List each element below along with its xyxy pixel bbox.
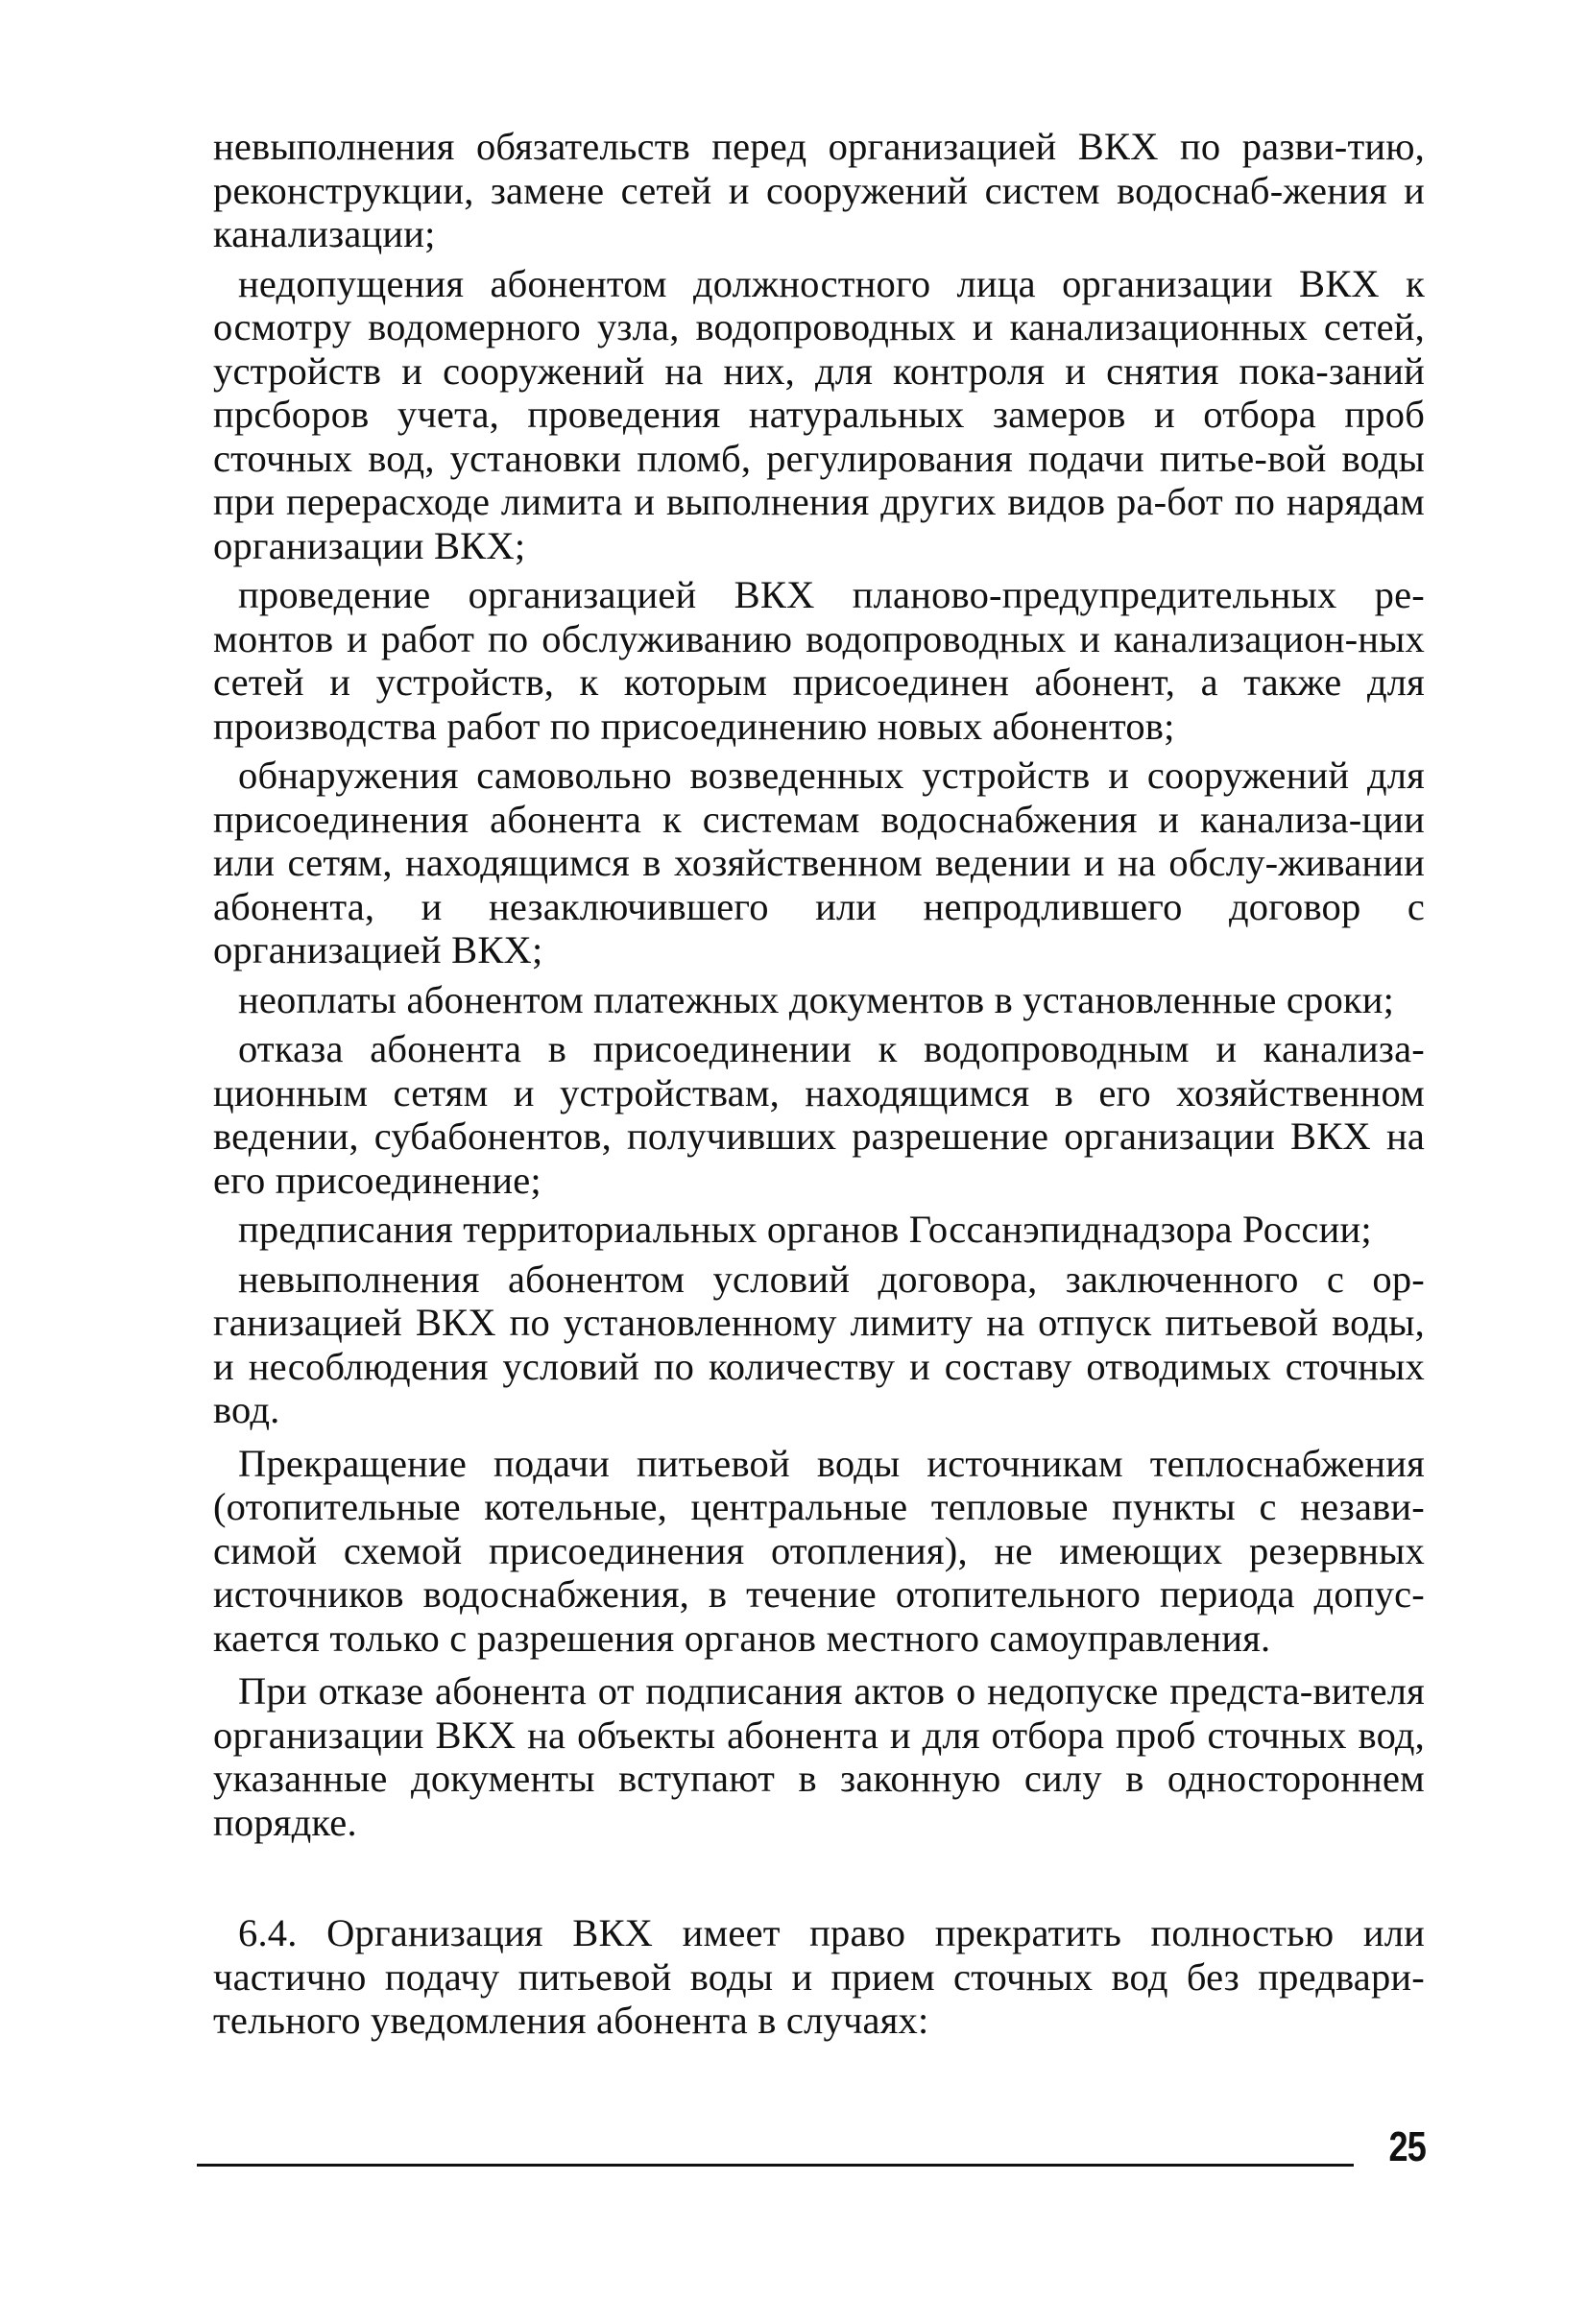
paragraph-non-payment: неоплаты абонентом платежных документов в установленные сроки; bbox=[238, 977, 1395, 1021]
paragraph-obligations: невыполнения обязательств перед организацией ВКХ по разви-тию, реконструкции, замене сетей и сооружений систем водоснаб-жения и канализации; bbox=[213, 125, 1425, 255]
page-footer bbox=[197, 2123, 1426, 2181]
paragraph-heat-supply: Прекращение подачи питьевой воды источникам теплоснабжения (отопительные котельные, центральные тепловые пункты с незави-симой схемой присоединения отопления), не имеющих резервных источников водоснабжения, в течение отопительного периода допус-кается только с разрешения органов местного самоуправления. bbox=[213, 1441, 1425, 1660]
paragraph-unauthorized-devices: обнаружения самовольно возведенных устройств и сооружений для присоединения абонента к системам водоснабжения и канализа-ции или сетям, находящимся в хозяйственном ведении и на обслу-живании абонента, и незаключившего или непродлившего договор с организацией ВКХ; bbox=[213, 754, 1425, 971]
page-number: 25 bbox=[1388, 2123, 1426, 2170]
footer-rule bbox=[197, 2164, 1354, 2167]
paragraph-sanitary-order: предписания территориальных органов Госсанэпиднадзора России; bbox=[238, 1208, 1372, 1251]
paragraph-subscriber-refusal: отказа абонента в присоединении к водопроводным и канализа-ционным сетям и устройствам, находящимся в его хозяйственном ведении, субабонентов, получивших разрешение организации ВКХ на его присоединение; bbox=[213, 1027, 1425, 1202]
section-6-4-heading: 6.4. Организация ВКХ имеет право прекратить полностью или частично подачу питьевой воды и прием сточных вод без предвари-тельного уведомления абонента в случаях: bbox=[213, 1911, 1425, 2042]
paragraph-contract-violation: невыполнения абонентом условий договора, заключенного с ор-ганизацией ВКХ по установленному лимиту на отпуск питьевой воды, и несоблюдения условий по количеству и составу отводимых сточных вод. bbox=[213, 1257, 1425, 1431]
paragraph-access-denial: недопущения абонентом должностного лица организации ВКХ к осмотру водомерного узла, водопроводных и канализационных сетей, устройств и сооружений на них, для контроля и снятия пока-заний прсборов учета, проведения натуральных замеров и отбора проб сточных вод, установки пломб, регулирования подачи питье-вой воды при перерасходе лимита и выполнения других видов ра-бот по нарядам организации ВКХ; bbox=[213, 261, 1425, 567]
paragraph-refusal-to-sign: При отказе абонента от подписания актов о недопуске предста-вителя организации ВКХ на объекты абонента и для отбора проб сточных вод, указанные документы вступают в законную силу в одностороннем порядке. bbox=[213, 1669, 1425, 1844]
document-page bbox=[213, 125, 1425, 2043]
paragraph-maintenance: проведение организацией ВКХ планово-предупредительных ре-монтов и работ по обслуживанию водопроводных и канализацион-ных сетей и устройств, к которым присоединен абонент, а также для производства работ по присоединению новых абонентов; bbox=[213, 573, 1425, 748]
